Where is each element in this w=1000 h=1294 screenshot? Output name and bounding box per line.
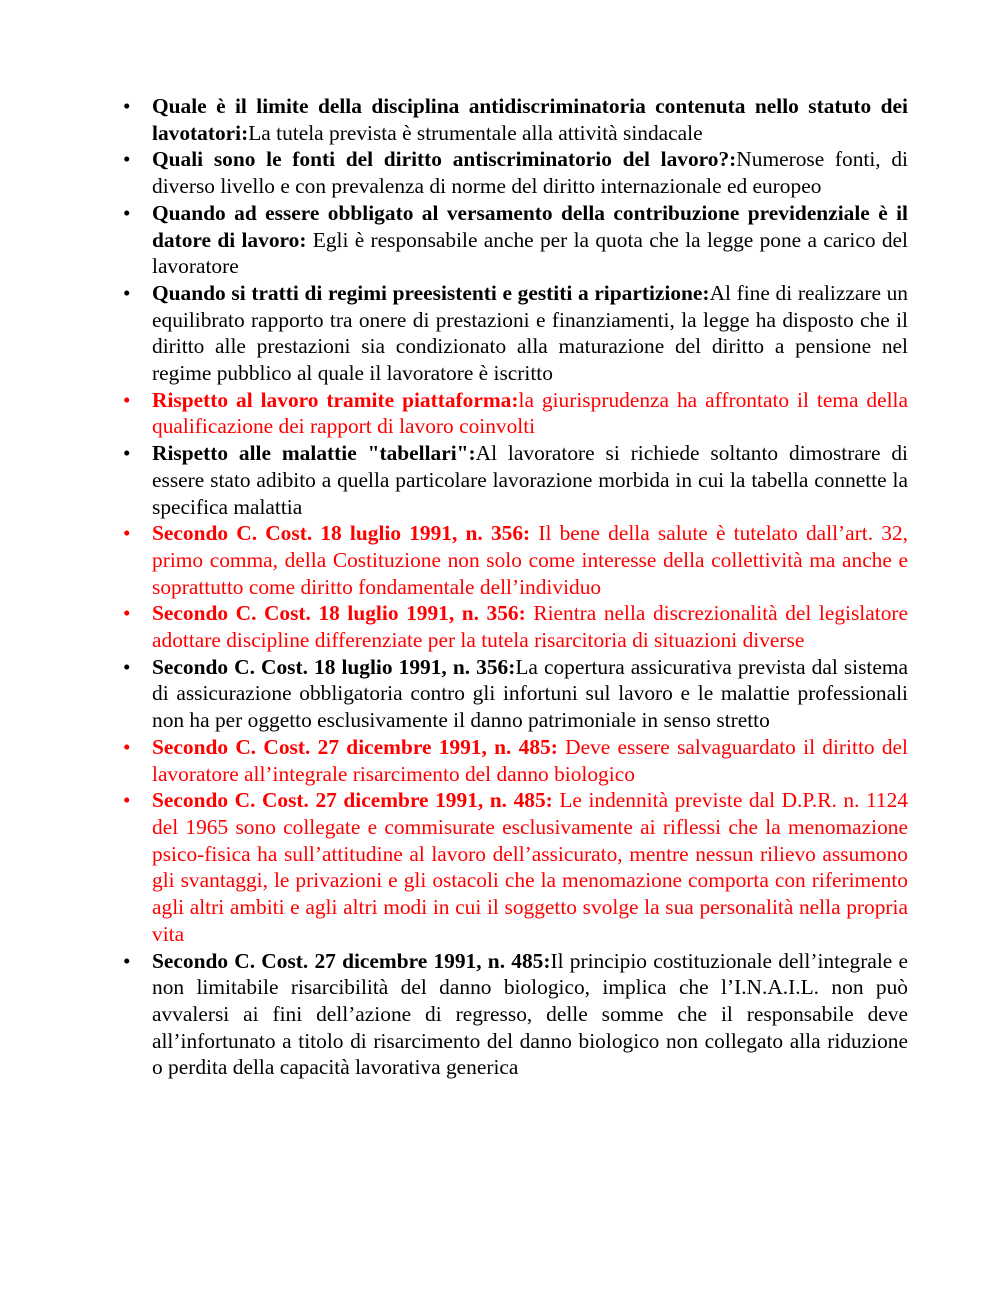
question-text: Secondo C. Cost. 18 luglio 1991, n. 356: [152, 601, 526, 626]
bullet-dot-icon: • [123, 788, 131, 813]
question-text: Secondo C. Cost. 27 dicembre 1991, n. 485: [152, 734, 558, 759]
answer-text: Numerose fonti, di diverso livello e con prevalenza di norme del diritto internazionale ed europeo [152, 147, 908, 199]
bullet-dot-icon: • [123, 601, 131, 626]
answer-text: Deve essere salvaguardato il diritto del lavoratore all’integrale risarcimento del danno biologico [152, 734, 908, 786]
bullet-dot-icon: • [123, 441, 131, 466]
bullet-dot-icon: • [123, 147, 131, 172]
bullet-dot-icon: • [123, 654, 131, 679]
bullet-dot-icon: • [123, 200, 131, 225]
list-item [123, 787, 908, 947]
answer-text: La tutela prevista è strumentale alla attività sindacale [248, 120, 703, 145]
qa-list [123, 93, 908, 1081]
answer-text: Egli è responsabile anche per la quota che la legge pone a carico del lavoratore [152, 227, 908, 279]
bullet-dot-icon: • [123, 280, 131, 305]
answer-text: Le indennità previste dal D.P.R. n. 1124 del 1965 sono collegate e commisurate esclusivamente ai riflessi che la menomazione psico-fisica ha sull’attitudine al lavoro dell’assicurato, mentre nessun rilievo assumono gli svantaggi, le privazioni e gli ostacoli che la menomazione comporta con riferimento agli altri ambiti e agli altri modi in cui il soggetto svolge la sua personalità nella propria vita [152, 788, 908, 946]
list-item [123, 600, 908, 653]
bullet-dot-icon: • [123, 948, 131, 973]
question-text: Quale è il limite della disciplina antidiscriminatoria contenuta nello statuto dei lavotatori: [152, 94, 908, 145]
bullet-dot-icon: • [123, 521, 131, 546]
question-text: Rispetto al lavoro tramite piattaforma: [152, 387, 519, 412]
answer-text: la giurisprudenza ha affrontato il tema della qualificazione dei rapport di lavoro coinvolti [152, 387, 908, 439]
bullet-dot-icon: • [123, 387, 131, 412]
question-text: Rispetto alle malattie "tabellari": [152, 441, 476, 466]
question-text: Secondo C. Cost. 27 dicembre 1991, n. 485: [152, 788, 553, 813]
list-item [123, 387, 908, 440]
list-item [123, 200, 908, 280]
question-text: Secondo C. Cost. 18 luglio 1991, n. 356: [152, 521, 531, 546]
bullet-dot-icon: • [123, 734, 131, 759]
question-text: Quando ad essere obbligato al versamento della contribuzione previdenziale è il datore di lavoro: [152, 200, 908, 252]
question-text: Secondo C. Cost. 27 dicembre 1991, n. 485: [152, 948, 551, 973]
question-text: Quando si tratti di regimi preesistenti e gestiti a ripartizione: [152, 280, 710, 305]
answer-text: Al fine di realizzare un equilibrato rapporto tra onere di prestazioni e finanziamenti, la legge ha disposto che il diritto alle prestazioni sia condizionato alla maturazione del diritto a pensione nel regime pubblico al quale il lavoratore è iscritto [152, 280, 908, 386]
answer-text: Il principio costituzionale dell’integrale e non limitabile risarcibilità del danno biologico, implica che l’I.N.A.I.L. non può avvalersi ai fini dell’azione di regresso, delle somme che il responsabile deve all’infortunato a titolo di risarcimento del danno biologico non collegato alla riduzione o perdita della capacità lavorativa generica [152, 948, 908, 1080]
list-item [123, 948, 908, 1082]
bullet-dot-icon: • [123, 94, 131, 118]
list-item [123, 93, 908, 146]
list-item [123, 520, 908, 600]
list-item [123, 146, 908, 199]
list-item [123, 280, 908, 387]
question-text: Secondo C. Cost. 18 luglio 1991, n. 356: [152, 654, 516, 679]
list-item [123, 440, 908, 520]
answer-text: Rientra nella discrezionalità del legislatore adottare discipline differenziate per la tutela risarcitoria di situazioni diverse [152, 601, 909, 653]
answer-text: La copertura assicurativa prevista dal sistema di assicurazione obbligatoria contro gli infortuni sul lavoro e le malattie professionali non ha per oggetto esclusivamente il danno patrimoniale in senso stretto [152, 654, 908, 733]
answer-text: Al lavoratore si richiede soltanto dimostrare di essere stato adibito a quella particolare lavorazione morbida in cui la tabella connette la specifica malattia [152, 441, 908, 519]
question-text: Quali sono le fonti del diritto antiscriminatorio del lavoro?: [152, 147, 737, 172]
list-item [123, 654, 908, 734]
answer-text: Il bene della salute è tutelato dall’art. 32, primo comma, della Costituzione non solo come interesse della collettività ma anche e soprattutto come diritto fondamentale dell’individuo [152, 521, 908, 599]
list-item [123, 734, 908, 787]
